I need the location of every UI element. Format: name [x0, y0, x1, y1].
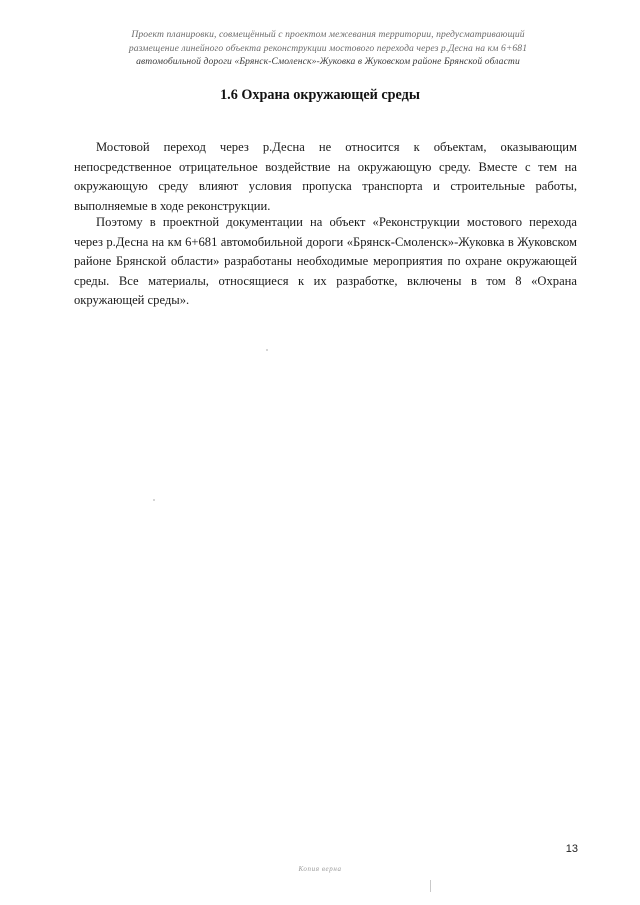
running-header: [78, 28, 578, 69]
scan-speck: [266, 349, 268, 351]
page-number: 13: [565, 843, 578, 855]
section-title: 1.6 Охрана окружающей среды: [220, 87, 420, 103]
running-header-line: автомобильной дороги «Брянск-Смоленск»-Жуковка в Жуковском районе Брянской области: [136, 56, 520, 67]
running-header-line: Проект планировки, совмещённый с проектом межевания территории, предусматривающий: [131, 29, 525, 40]
body-paragraph: Мостовой переход через р.Десна не относится к объектам, оказывающим непосредственное отрицательное воздействие на окружающую среду. Вместе с тем на окружающую среду влияют условия пропуска транспорта и строительные работы, выполняемые в ходе реконструкции.: [74, 140, 577, 213]
scan-speck: [430, 880, 431, 892]
body-paragraph: Поэтому в проектной документации на объект «Реконструкции мостового перехода через р.Десна на км 6+681 автомобильной дороги «Брянск-Смоленск»-Жуковка в Жуковском районе Брянской области» разработаны необходимые мероприятия по охране окружающей среды. Все материалы, относящиеся к их разработке, включены в том 8 «Охрана окружающей среды».: [74, 215, 577, 308]
scan-speck: [153, 499, 155, 501]
footer-stamp: Копия верна: [298, 865, 342, 873]
running-header-line: размещение линейного объекта реконструкции мостового перехода через р.Десна на км 6+681: [128, 42, 528, 54]
